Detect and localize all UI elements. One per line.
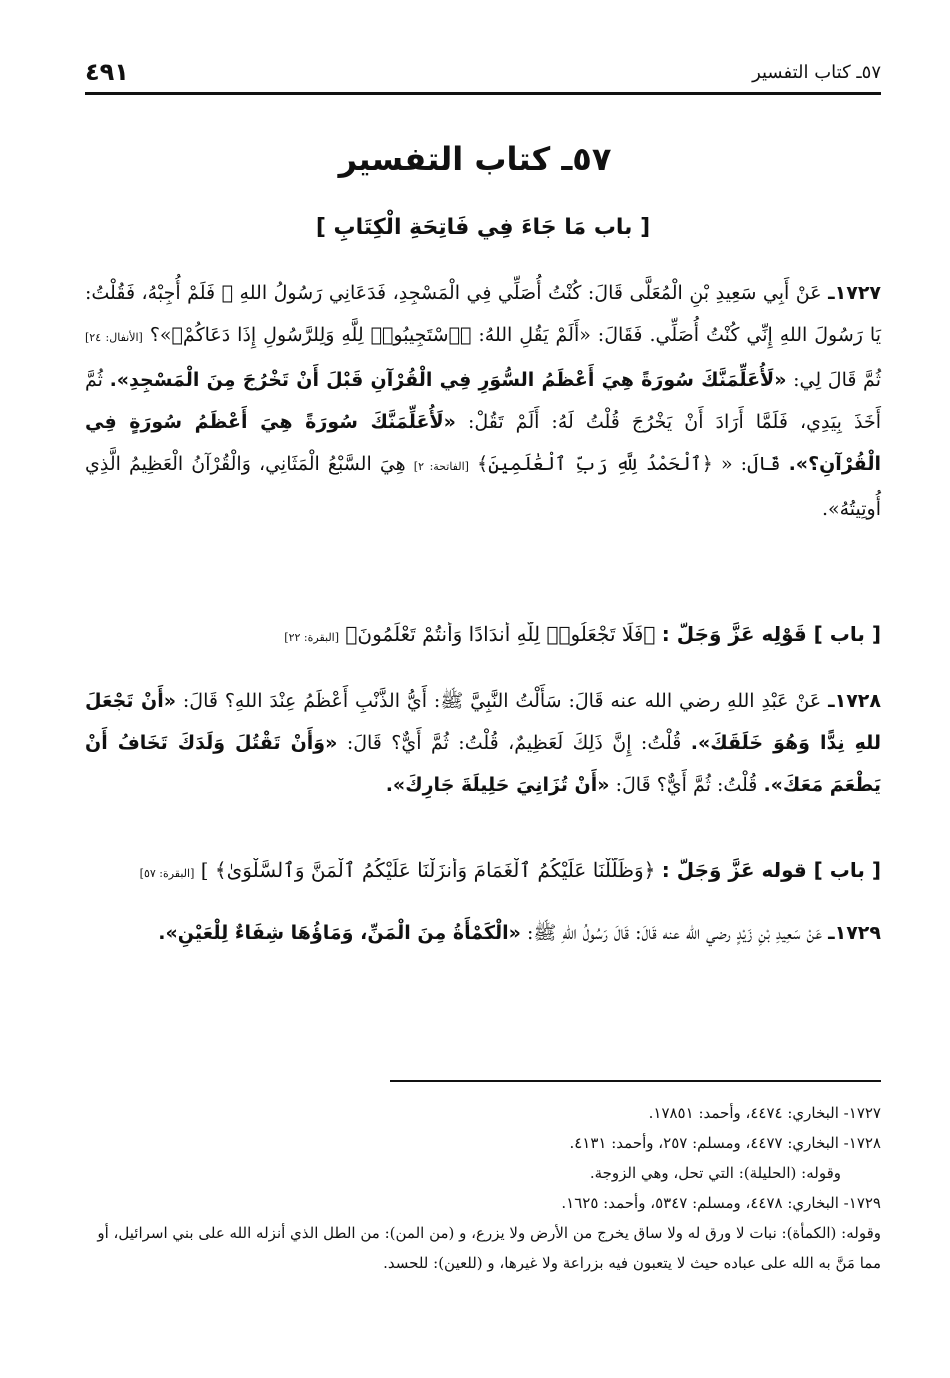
hadith-text: عَنْ عَبْدِ اللهِ رضي الله عنه قَالَ: سَأَلْتُ النَّبِيَّ ﷺ: أَيُّ الذَّنْبِ أَعْظَمُ عِنْدَ اللهِ؟ قَالَ: bbox=[182, 690, 822, 712]
hadith-quote: «وَأَنْ تَقْتُلَ وَلَدَكَ تَخَافُ أَنْ يَطْعَمَ مَعَكَ». bbox=[85, 732, 881, 796]
footnote-note-1728: وقوله: (الحليلة): التي تحل، وهي الزوجة. bbox=[589, 1164, 841, 1182]
bab-ayah: ﴿فَلَا تَجْعَلُوا۟ لِلَّهِ أَندَادًا وَأَنتُمْ تَعْلَمُونَ﴾ bbox=[345, 622, 656, 646]
chapter-title: ٥٧ـ كتاب التفسير bbox=[338, 140, 612, 178]
bab-prefix: [ باب ] قَوْلِه عَزَّ وَجَلَّ : bbox=[661, 622, 881, 646]
hadith-text: هِيَ السَّبْعُ الْمَثَانِي، وَالْقُرْآنُ الْعَظِيمُ الَّذِي أُوتِيتُهُ». bbox=[85, 453, 881, 520]
page-number: ٤٩١ bbox=[85, 58, 129, 86]
footnote-1727: ١٧٢٧- البخاري: ٤٤٧٤، وأحمد: ١٧٨٥١. bbox=[648, 1104, 881, 1122]
bab-prefix: [ باب ] قوله عَزَّ وَجَلَّ : bbox=[661, 858, 881, 882]
hadith-text: قُلْتُ: ثُمَّ أَيٌّ؟ قَالَ: bbox=[615, 774, 758, 796]
quran-reference: [الفاتحة: ٢] bbox=[413, 460, 469, 473]
footnote-note-1729: وقوله: (الكمأة): نبات لا ورق له ولا ساق يخرج من الأرض ولا يزرع، و (من المن): من الطل الذي أنزله الله على بني اسرائيل، أو مما مَنَّ به الله على عباده حيث لا يتعبون فيه بزراعة ولا غيرها، و (للعين): للحسد. bbox=[97, 1224, 881, 1272]
hadith-text: قُلْتُ: إِنَّ ذَلِكَ لَعَظِيمٌ، قُلْتُ: ثُمَّ أَيٌّ؟ قَالَ: bbox=[346, 732, 682, 754]
bab-ayah: ﴿وَظَلَّلْنَا عَلَيْكُمُ ٱلْغَمَامَ وَأَنزَلْنَا عَلَيْكُمُ ٱلْمَنَّ وَٱلسَّلْوَىٰ﴾ ] bbox=[200, 858, 656, 882]
bab-heading-3 bbox=[85, 858, 881, 882]
hadith-1727 bbox=[85, 272, 881, 530]
hadith-quote: «لَأُعَلِّمَنَّكَ سُورَةً هِيَ أَعْظَمُ السُّوَرِ فِي الْقُرْآنِ قَبْلَ أَنْ تَخْرُجَ مِنَ الْمَسْجِدِ». bbox=[109, 369, 787, 391]
quran-reference: [البقرة: ٥٧] bbox=[139, 867, 195, 880]
hadith-text: قَالَ: « bbox=[720, 453, 781, 475]
hadith-text: ثُمَّ قَالَ لِي: bbox=[793, 369, 881, 391]
footnote-divider bbox=[390, 1080, 881, 1082]
footnote-1729: ١٧٢٩- البخاري: ٤٤٧٨، ومسلم: ٥٣٤٧، وأحمد: ١٦٢٥. bbox=[561, 1194, 881, 1212]
hadith-number: ١٧٢٨ـ bbox=[828, 690, 881, 712]
footnote-1728: ١٧٢٨- البخاري: ٤٤٧٧، ومسلم: ٢٥٧، وأحمد: ٤١٣١. bbox=[569, 1134, 881, 1152]
quran-reference: [الأنفال: ٢٤] bbox=[85, 331, 143, 344]
hadith-1729 bbox=[85, 912, 881, 954]
hadith-quote: «الْكَمْأَةُ مِنَ الْمَنِّ، وَمَاؤُهَا شِفَاءٌ لِلْعَيْنِ». bbox=[158, 922, 521, 944]
bab-heading-1: [ باب مَا جَاءَ فِي فَاتِحَةِ الْكِتَابِ ] bbox=[315, 215, 651, 240]
hadith-quote: «أَنْ تُزَانِيَ حَلِيلَةَ جَارِكَ». bbox=[385, 774, 610, 796]
bab-heading-2 bbox=[85, 622, 881, 646]
hadith-1728 bbox=[85, 680, 881, 806]
quran-ayah: ﴿ٱلْحَمْدُ لِلَّهِ رَبِّ ٱلْعَٰلَمِينَ﴾ bbox=[477, 453, 713, 475]
footnotes bbox=[85, 1098, 881, 1278]
hadith-number: ١٧٢٧ـ bbox=[828, 282, 882, 304]
hadith-text: عَنْ سَعِيدِ بْنِ زَيْدٍ رضي الله عنه قَالَ: قَالَ رَسُولُ اللهِ ﷺ: bbox=[527, 922, 823, 944]
hadith-text: عَنْ أَبِي سَعِيدِ بْنِ الْمُعَلَّى قَالَ: كُنْتُ أُصَلِّي فِي الْمَسْجِدِ، فَدَعَانِي رَسُولُ اللهِ ﷺ فَلَمْ أُجِبْهُ، فَقُلْتُ: يَا رَسُولَ اللهِ إِنِّي كُنْتُ أُصَلِّي. فَقَالَ: «أَلَمْ يَقُلِ اللهُ: ﴿ٱسْتَجِيبُوا۟ لِلَّهِ وَلِلرَّسُولِ إِذَا دَعَاكُمْ﴾»؟ bbox=[85, 282, 882, 346]
running-title: ٥٧ـ كتاب التفسير bbox=[752, 62, 881, 83]
hadith-number: ١٧٢٩ـ bbox=[828, 922, 881, 944]
hadith-text: ثُمَّ أَخَذَ بِيَدِي، فَلَمَّا أَرَادَ أَنْ يَخْرُجَ قُلْتُ لَهُ: أَلَمْ تَقُلْ: bbox=[85, 369, 881, 433]
page-header bbox=[85, 58, 881, 92]
header-divider bbox=[85, 92, 881, 95]
hadith-quote: «لَأُعَلِّمَنَّكَ سُورَةً هِيَ أَعْظَمُ سُورَةٍ فِي الْقُرْآنِ؟». bbox=[85, 411, 881, 475]
quran-reference: [البقرة: ٢٢] bbox=[284, 631, 340, 644]
hadith-quote: «أَنْ تَجْعَلَ للهِ نِدًّا وَهُوَ خَلَقَكَ». bbox=[85, 690, 881, 754]
